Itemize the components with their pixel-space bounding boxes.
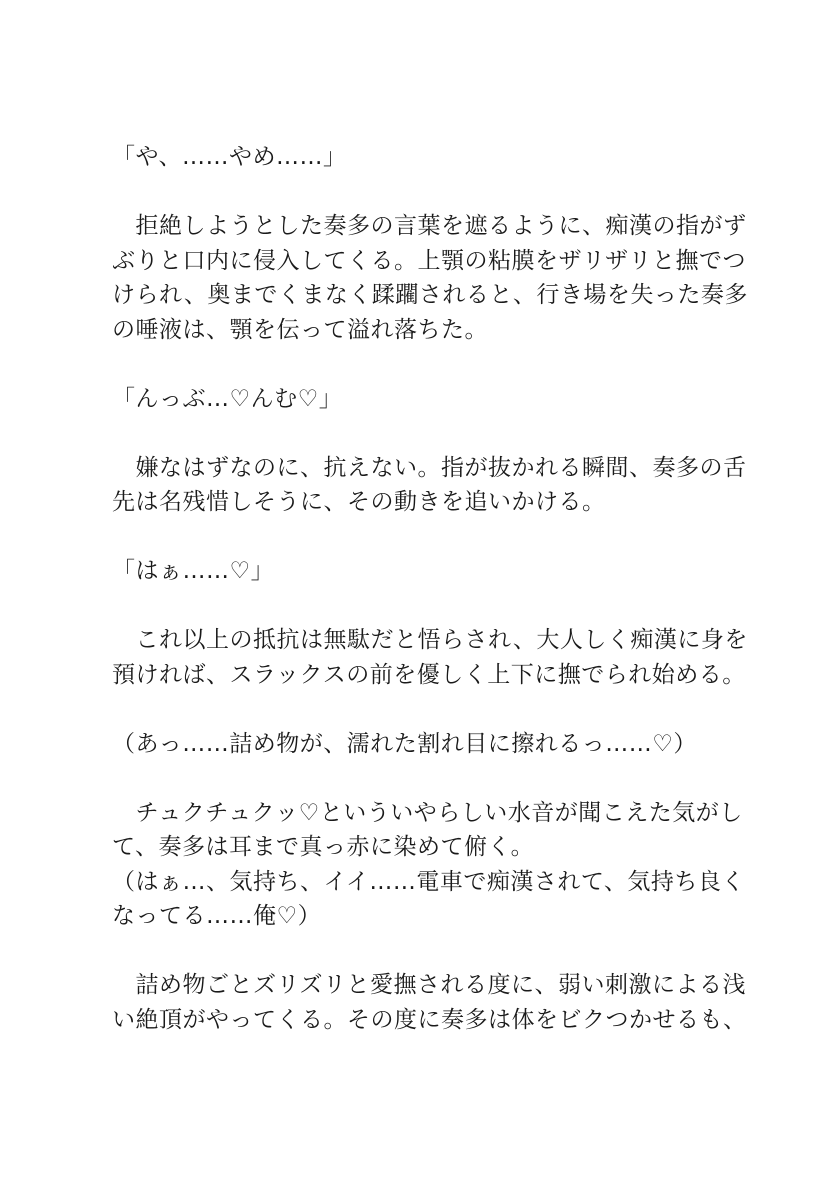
text-line: 預ければ、スラックスの前を優しく上下に撫でられ始める。 (112, 661, 746, 688)
text-line: （はぁ…、気持ち、イイ……電車で痴漢されて、気持ち良く (112, 868, 745, 895)
text-line: なってる……俺♡） (112, 903, 322, 929)
text-line: 詰め物ごとズリズリと愛撫される度に、弱い刺激による浅 (112, 972, 747, 998)
text-line: 「や、……やめ……」 (112, 144, 347, 170)
text-line: （あっ……詰め物が、濡れた割れ目に擦れるっ……♡） (112, 730, 697, 757)
blank-line (112, 692, 722, 727)
blank-line (112, 416, 722, 451)
text-line: て、奏多は耳まで真っ赤に染めて俯く。 (112, 834, 535, 860)
text-line: 拒絶しようとした奏多の言葉を遮るように、痴漢の指がず (112, 213, 747, 239)
blank-line (112, 175, 722, 210)
text-line: ぶりと口内に侵入してくる。上顎の粘膜をザリザリと撫でつ (112, 247, 747, 274)
text-line: 「はぁ……♡」 (112, 558, 275, 584)
text-line: けられ、奥までくまなく蹂躙されると、行き場を失った奏多 (112, 282, 748, 308)
text-line: これ以上の抵抗は無駄だと悟らされ、大人しく痴漢に身を (112, 627, 748, 653)
text-line: の唾液は、顎を伝って溢れ落ちた。 (112, 316, 488, 343)
text-line: チュクチュクッ♡といういやらしい水音が聞こえた気がし (112, 799, 743, 826)
blank-line (112, 347, 722, 382)
blank-line (112, 761, 722, 796)
text-line: 嫌なはずなのに、抗えない。指が抜かれる瞬間、奏多の舌 (112, 454, 747, 481)
blank-line (112, 520, 722, 555)
blank-line (112, 934, 722, 969)
text-line: 先は名残惜しそうに、その動きを追いかける。 (112, 489, 606, 515)
text-line: い絶頂がやってくる。その度に奏多は体をビクつかせるも、 (112, 1006, 747, 1033)
blank-line (112, 589, 722, 624)
text-body (112, 140, 748, 1037)
text-line: 「んっぶ…♡んむ♡」 (112, 385, 343, 412)
